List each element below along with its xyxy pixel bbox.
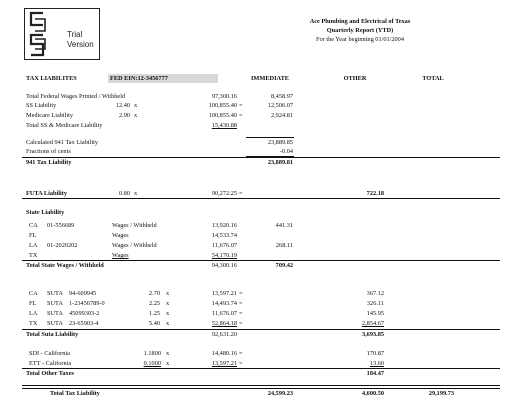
- total-ss-label: Total SS & Medicare Liability: [26, 122, 103, 129]
- ss-rate: 12.40: [115, 102, 130, 109]
- state-desc: Wages / Withheld: [112, 222, 157, 229]
- suta-base: 14,493.74: [211, 300, 237, 307]
- ss-equals: =: [239, 102, 243, 109]
- fed-wages-label: Total Federal Wages Printed / Withheld: [26, 93, 126, 100]
- grand-total-immediate: 24,599.23: [267, 390, 293, 397]
- suta-total-label: Total Suta Liability: [26, 331, 79, 338]
- other-tax-rate: 0.1000: [143, 360, 161, 367]
- medicare-base: 100,855.40: [208, 112, 237, 119]
- state-id: 01-2020202: [47, 242, 78, 249]
- logo-line-trial: Trial: [67, 30, 83, 39]
- other-tax-rate: 1.1800: [143, 350, 161, 357]
- suta-equals: =: [239, 290, 243, 297]
- col-immediate: IMMEDIATE: [250, 75, 289, 82]
- suta-amount: 145.95: [366, 310, 384, 317]
- other-total-amount: 184.47: [366, 370, 384, 377]
- suta-times: x: [166, 310, 170, 317]
- suta-name: SUTA: [47, 300, 63, 307]
- suta-id: 45099303-2: [69, 310, 100, 317]
- other-tax-amount: 170.87: [366, 350, 384, 357]
- medicare-times: x: [134, 112, 138, 119]
- suta-state: FL: [29, 300, 37, 307]
- suta-base: 52,864.18: [211, 320, 237, 327]
- state-code: FL: [29, 232, 37, 239]
- medicare-rate: 2.90: [118, 112, 130, 119]
- suta-rate: 2.25: [148, 300, 160, 307]
- suta-state: CA: [29, 290, 38, 297]
- futa-times: x: [134, 190, 138, 197]
- state-id: 01-556689: [47, 222, 75, 229]
- report-title: Quarterly Report (YTD): [326, 27, 394, 34]
- section-heading: TAX LIABILITES: [26, 75, 77, 82]
- state-total-withheld: 709.42: [275, 262, 293, 269]
- calc-941-amount: 23,889.85: [267, 139, 293, 146]
- company-name: Ace Plumbing and Electrical of Texas: [309, 18, 411, 25]
- suta-amount: 326.11: [366, 300, 384, 307]
- ss-amount: 12,506.07: [267, 102, 293, 109]
- medicare-amount: 2,924.81: [270, 112, 293, 119]
- ss-label: SS Liability: [26, 102, 57, 109]
- state-withheld: 268.11: [275, 242, 293, 249]
- state-wages: 14,533.74: [211, 232, 237, 239]
- fed-wages-withheld: 8,458.97: [270, 93, 293, 100]
- state-wages: 11,676.07: [212, 242, 237, 249]
- fraction-amount: -0.04: [279, 148, 293, 155]
- col-total: TOTAL: [422, 75, 444, 82]
- state-heading: State Liability: [26, 209, 65, 216]
- other-tax-label: SDI - California: [29, 350, 70, 357]
- other-tax-amount: 13.60: [369, 360, 384, 367]
- suta-amount: 2,854.67: [361, 320, 384, 327]
- fed-wages-amount: 97,300.16: [211, 93, 237, 100]
- futa-amount: 722.18: [366, 190, 384, 197]
- state-desc: Wages: [112, 232, 129, 239]
- fraction-label: Fractions of cents: [26, 148, 71, 155]
- f941-label: 941 Tax Liability: [26, 159, 72, 166]
- suta-name: SUTA: [47, 290, 63, 297]
- state-wages: 54,170.19: [211, 252, 237, 259]
- state-code: TX: [29, 252, 38, 259]
- divider: [22, 157, 500, 158]
- suta-id: 94-609945: [69, 290, 97, 297]
- other-tax-equals: =: [239, 350, 243, 357]
- divider: [22, 260, 500, 261]
- state-withheld: 441.31: [275, 222, 293, 229]
- other-tax-base: 13,597.21: [211, 360, 237, 367]
- col-other: OTHER: [343, 75, 367, 82]
- other-tax-base: 14,480.16: [211, 350, 237, 357]
- divider: [22, 368, 500, 369]
- other-tax-label: ETT - California: [29, 360, 72, 367]
- state-wages: 13,920.16: [211, 222, 237, 229]
- suta-id: 1-23456789-0: [69, 300, 105, 307]
- futa-equals: =: [239, 190, 243, 197]
- medicare-label: Medicare Liability: [26, 112, 74, 119]
- suta-base: 11,676.07: [212, 310, 237, 317]
- futa-label: FUTA Liability: [26, 190, 67, 197]
- calc-941-label: Calculated 941 Tax Liability: [26, 139, 99, 146]
- grand-total-other: 4,600.50: [361, 390, 384, 397]
- fed-ein: FED EIN:12-3456777: [110, 75, 168, 82]
- suta-times: x: [166, 320, 170, 327]
- other-total-label: Total Other Taxes: [26, 370, 74, 377]
- other-tax-times: x: [166, 360, 170, 367]
- other-tax-times: x: [166, 350, 170, 357]
- other-tax-equals: =: [239, 360, 243, 367]
- cs-monogram-icon: [27, 11, 49, 57]
- double-divider: [22, 385, 500, 389]
- suta-rate: 5.40: [148, 320, 160, 327]
- suta-rate: 1.25: [148, 310, 160, 317]
- total-ss-amount: 15,430.88: [211, 122, 237, 129]
- state-total-label: Total State Wages / Withheld: [26, 262, 104, 269]
- trial-version-logo: [24, 8, 100, 60]
- futa-base: 90,272.25: [211, 190, 237, 197]
- suta-amount: 367.12: [366, 290, 384, 297]
- suta-name: SUTA: [47, 310, 63, 317]
- grand-total-label: Total Tax Liability: [50, 390, 100, 397]
- suta-equals: =: [239, 310, 243, 317]
- suta-equals: =: [239, 320, 243, 327]
- f941-amount: 23,889.81: [267, 159, 293, 166]
- state-code: LA: [29, 242, 38, 249]
- ss-base: 100,855.40: [208, 102, 237, 109]
- divider: [246, 137, 294, 138]
- suta-equals: =: [239, 300, 243, 307]
- suta-name: SUTA: [47, 320, 63, 327]
- futa-rate: 0.80: [118, 190, 130, 197]
- report-period: For the Year beginning 01/01/2004: [316, 36, 404, 43]
- suta-total-amount: 3,693.85: [361, 331, 384, 338]
- suta-id: 23-65903-4: [69, 320, 99, 327]
- suta-base: 13,597.21: [211, 290, 237, 297]
- divider: [22, 198, 500, 199]
- state-desc: Wages: [112, 252, 129, 259]
- suta-state: LA: [29, 310, 38, 317]
- suta-times: x: [166, 290, 170, 297]
- suta-total-base: 92,631.20: [211, 331, 237, 338]
- grand-total-total: 29,199.73: [428, 390, 454, 397]
- state-total-wages: 94,300.16: [211, 262, 237, 269]
- suta-rate: 2.70: [148, 290, 160, 297]
- suta-state: TX: [29, 320, 38, 327]
- medicare-equals: =: [239, 112, 243, 119]
- state-code: CA: [29, 222, 38, 229]
- divider: [22, 329, 500, 330]
- logo-line-version: Version: [67, 40, 94, 49]
- suta-times: x: [166, 300, 170, 307]
- state-desc: Wages / Withheld: [112, 242, 157, 249]
- ss-times: x: [134, 102, 138, 109]
